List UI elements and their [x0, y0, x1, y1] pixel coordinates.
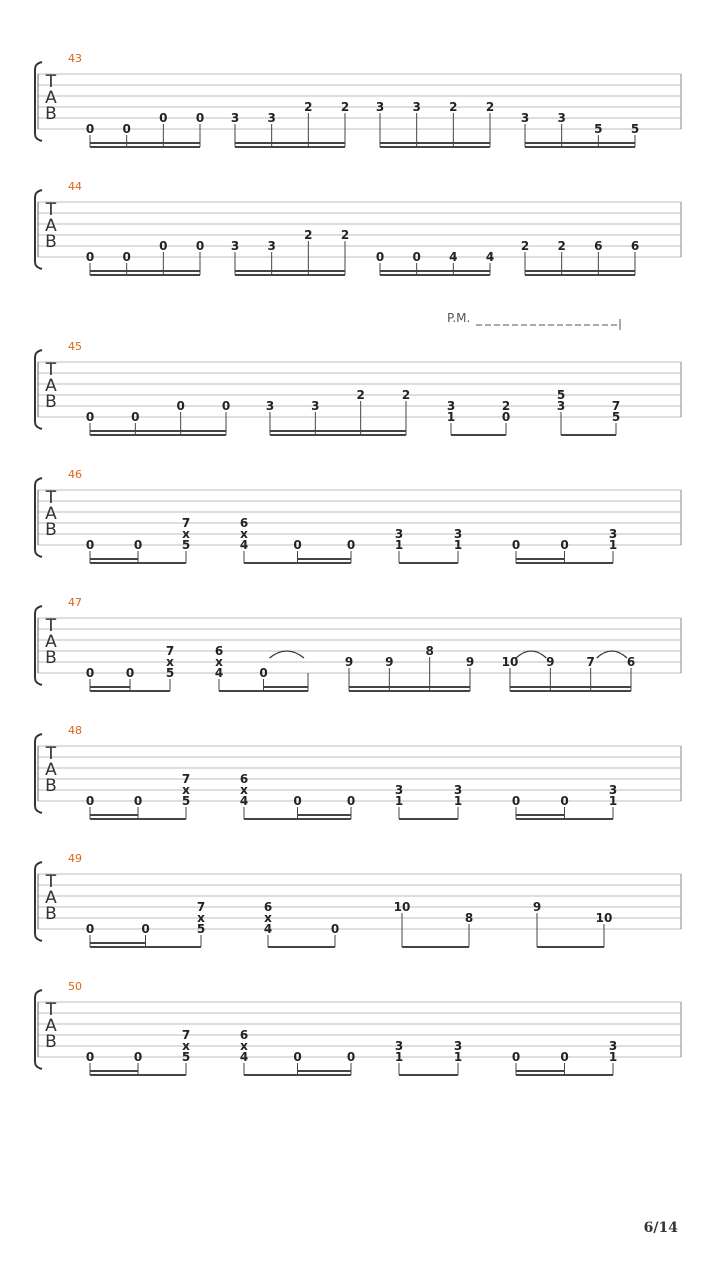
fret-number: 1: [608, 1050, 618, 1064]
fret-number: 0: [501, 410, 511, 424]
fret-number: 7: [196, 900, 206, 914]
fret-number: 0: [195, 111, 205, 125]
fret-number: 2: [304, 228, 313, 242]
fret-number: 1: [453, 538, 463, 552]
fret-number: 0: [560, 794, 569, 808]
tab-clef-b: B: [45, 232, 57, 252]
fret-number: 7: [611, 399, 621, 413]
tab-clef-b: B: [45, 776, 57, 796]
fret-number: 1: [446, 410, 456, 424]
fret-number: x: [240, 527, 248, 541]
fret-number: 5: [594, 122, 603, 136]
fret-number: x: [182, 1039, 190, 1053]
fret-number: 9: [532, 900, 542, 914]
fret-number: 4: [214, 666, 224, 680]
fret-number: 9: [385, 655, 394, 669]
tab-clef-a: A: [45, 88, 57, 108]
tab-clef-b: B: [45, 392, 57, 412]
fret-number: 3: [394, 1039, 404, 1053]
fret-number: 0: [560, 1050, 569, 1064]
fret-number: 0: [412, 250, 421, 264]
fret-number: 5: [630, 122, 640, 136]
measure-number: 49: [68, 852, 82, 865]
tab-clef-t: T: [45, 72, 57, 92]
fret-number: 1: [608, 538, 618, 552]
fret-number: 3: [453, 527, 463, 541]
fret-number: 0: [259, 666, 268, 680]
fret-number: 0: [346, 538, 356, 552]
fret-number: 5: [556, 388, 566, 402]
fret-number: 10: [595, 911, 613, 925]
fret-number: 0: [141, 922, 150, 936]
fret-number: 10: [501, 655, 519, 669]
tab-clef-a: A: [45, 376, 57, 396]
fret-number: x: [240, 783, 248, 797]
fret-number: 6: [630, 239, 640, 253]
tab-staff: [35, 180, 681, 275]
measure-number: 48: [68, 724, 82, 737]
fret-number: 9: [546, 655, 555, 669]
fret-number: x: [182, 527, 190, 541]
fret-number: 0: [159, 111, 168, 125]
tab-clef-a: A: [45, 632, 57, 652]
fret-number: 7: [586, 655, 595, 669]
tab-clef-a: A: [45, 1016, 57, 1036]
fret-number: x: [264, 911, 272, 925]
fret-number: 2: [520, 239, 530, 253]
fret-number: 0: [125, 666, 135, 680]
tab-clef-t: T: [45, 1000, 57, 1020]
fret-number: 0: [195, 239, 205, 253]
tab-staff: [35, 311, 681, 435]
fret-number: 0: [85, 1050, 95, 1064]
fret-number: 0: [85, 250, 95, 264]
fret-number: 0: [511, 538, 521, 552]
fret-number: 5: [181, 794, 191, 808]
fret-number: 3: [412, 100, 421, 114]
fret-number: 0: [293, 1050, 302, 1064]
measure-number: 47: [68, 596, 82, 609]
fret-number: 2: [340, 228, 350, 242]
fret-number: 0: [85, 922, 95, 936]
fret-number: 3: [394, 783, 404, 797]
fret-number: 8: [425, 644, 434, 658]
fret-number: 6: [594, 239, 603, 253]
fret-number: 3: [230, 111, 240, 125]
fret-number: 0: [133, 538, 143, 552]
measure-number: 43: [68, 52, 82, 65]
fret-number: 0: [346, 794, 356, 808]
tab-clef-t: T: [45, 872, 57, 892]
fret-number: 0: [85, 794, 95, 808]
tie-arc: [270, 651, 305, 658]
fret-number: 2: [485, 100, 495, 114]
tab-clef-t: T: [45, 488, 57, 508]
palm-mute-label: P.M.: [447, 311, 471, 325]
fret-number: 2: [304, 100, 313, 114]
tab-clef-a: A: [45, 504, 57, 524]
fret-number: 0: [221, 399, 231, 413]
fret-number: 7: [181, 516, 191, 530]
fret-number: 3: [608, 527, 618, 541]
fret-number: 3: [446, 399, 456, 413]
fret-number: 2: [557, 239, 566, 253]
fret-number: 0: [511, 1050, 521, 1064]
fret-number: 5: [165, 666, 175, 680]
fret-number: 7: [181, 772, 191, 786]
fret-number: 3: [608, 1039, 618, 1053]
fret-number: 0: [122, 250, 131, 264]
measure-number: 44: [68, 180, 82, 193]
fret-number: 0: [131, 410, 140, 424]
fret-number: 3: [520, 111, 530, 125]
fret-number: x: [215, 655, 223, 669]
fret-number: 0: [511, 794, 521, 808]
fret-number: 5: [611, 410, 621, 424]
measure-number: 46: [68, 468, 82, 481]
fret-number: 0: [159, 239, 168, 253]
fret-number: 3: [453, 783, 463, 797]
fret-number: 6: [239, 772, 249, 786]
fret-number: 0: [375, 250, 385, 264]
fret-number: 2: [501, 399, 511, 413]
tab-clef-t: T: [45, 744, 57, 764]
fret-number: x: [197, 911, 205, 925]
fret-number: 6: [214, 644, 224, 658]
fret-number: 4: [485, 250, 495, 264]
fret-number: 0: [122, 122, 131, 136]
fret-number: 0: [133, 794, 143, 808]
fret-number: 7: [181, 1028, 191, 1042]
fret-number: 0: [330, 922, 340, 936]
fret-number: 9: [465, 655, 475, 669]
page-number: 6/14: [643, 1220, 678, 1236]
fret-number: 4: [239, 538, 249, 552]
tab-clef-t: T: [45, 360, 57, 380]
fret-number: 4: [239, 1050, 249, 1064]
fret-number: 3: [394, 527, 404, 541]
fret-number: 1: [394, 538, 404, 552]
fret-number: 7: [165, 644, 175, 658]
fret-number: 0: [293, 794, 302, 808]
fret-number: 0: [560, 538, 569, 552]
tie-arc: [516, 651, 546, 658]
tab-staff: [35, 852, 681, 947]
fret-number: 0: [85, 666, 95, 680]
tab-staff: [35, 980, 681, 1075]
tab-clef-t: T: [45, 200, 57, 220]
fret-number: 3: [375, 100, 385, 114]
fret-number: 3: [608, 783, 618, 797]
fret-number: 0: [85, 538, 95, 552]
fret-number: 4: [263, 922, 273, 936]
fret-number: x: [166, 655, 174, 669]
fret-number: 1: [394, 1050, 404, 1064]
fret-number: 5: [181, 538, 191, 552]
fret-number: 3: [556, 399, 566, 413]
fret-number: 1: [453, 1050, 463, 1064]
fret-number: 6: [263, 900, 273, 914]
fret-number: 2: [401, 388, 411, 402]
fret-number: 2: [449, 100, 458, 114]
fret-number: 3: [557, 111, 566, 125]
tie-arc: [597, 651, 627, 658]
fret-number: 3: [230, 239, 240, 253]
fret-number: 0: [85, 122, 95, 136]
fret-number: x: [240, 1039, 248, 1053]
fret-number: 2: [340, 100, 350, 114]
note-group: [376, 250, 494, 275]
fret-number: 0: [85, 410, 95, 424]
fret-number: 1: [453, 794, 463, 808]
measure-number: 45: [68, 340, 82, 353]
fret-number: x: [182, 783, 190, 797]
tab-clef-b: B: [45, 904, 57, 924]
fret-number: 3: [311, 399, 320, 413]
fret-number: 3: [453, 1039, 463, 1053]
fret-number: 0: [293, 538, 302, 552]
tab-clef-a: A: [45, 888, 57, 908]
tab-clef-a: A: [45, 760, 57, 780]
tab-staff: [35, 724, 681, 819]
fret-number: 5: [181, 1050, 191, 1064]
fret-number: 0: [176, 399, 185, 413]
fret-number: 3: [265, 399, 275, 413]
fret-number: 1: [608, 794, 618, 808]
fret-number: 10: [393, 900, 411, 914]
fret-number: 3: [267, 111, 276, 125]
tab-clef-t: T: [45, 616, 57, 636]
fret-number: 8: [464, 911, 474, 925]
measure-number: 50: [68, 980, 82, 993]
fret-number: 9: [344, 655, 354, 669]
tab-clef-b: B: [45, 648, 57, 668]
fret-number: 6: [626, 655, 636, 669]
tab-clef-b: B: [45, 1032, 57, 1052]
tab-clef-a: A: [45, 216, 57, 236]
tab-clef-b: B: [45, 104, 57, 124]
fret-number: 6: [239, 1028, 249, 1042]
fret-number: 1: [394, 794, 404, 808]
fret-number: 4: [239, 794, 249, 808]
fret-number: 0: [346, 1050, 356, 1064]
fret-number: 3: [267, 239, 276, 253]
tab-staff: [35, 468, 681, 563]
fret-number: 4: [449, 250, 458, 264]
tab-staff: [35, 52, 681, 147]
note-group: [502, 651, 636, 691]
fret-number: 5: [196, 922, 206, 936]
tab-staff: [35, 596, 681, 691]
fret-number: 0: [133, 1050, 143, 1064]
fret-number: 6: [239, 516, 249, 530]
tab-clef-b: B: [45, 520, 57, 540]
fret-number: 2: [356, 388, 365, 402]
